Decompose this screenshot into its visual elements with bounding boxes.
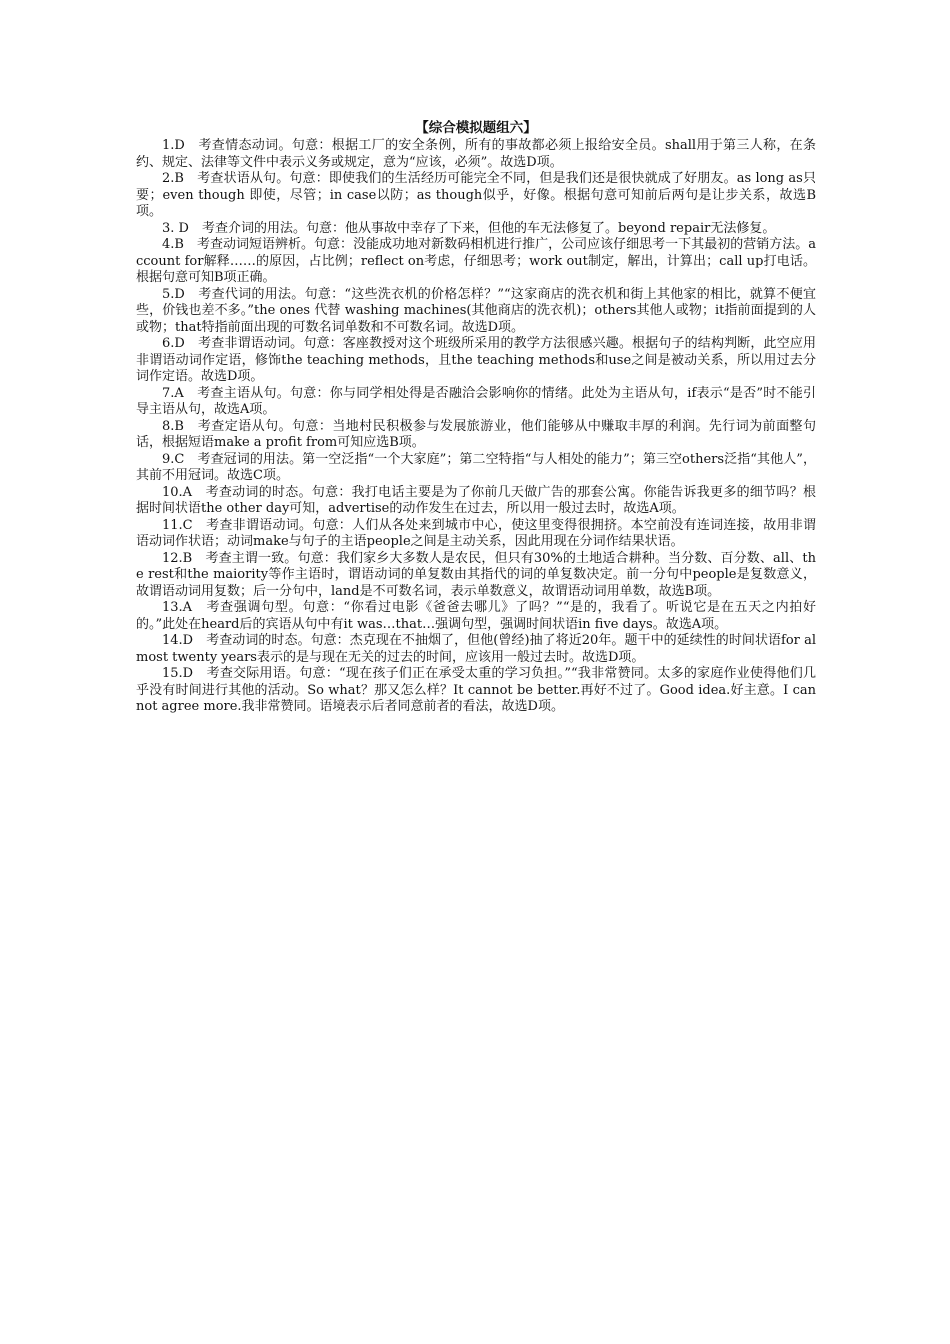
answer-item-4: 4.B 考查动词短语辨析。句意：没能成功地对新数码相机进行推广，公司应该仔细思考一下其最初的营销方法。account for解释……的原因，占比例；reflect on考虑，仔细思考；work out制定，解出，计算出；call up打电话。根据句意可知B项正确。	[136, 237, 816, 285]
answer-sheet	[136, 120, 816, 716]
answer-item-10: 10.A 考查动词的时态。句意：我打电话主要是为了你前几天做广告的那套公寓。你能告诉我更多的细节吗？根据时间状语the other day可知，advertise的动作发生在过去，所以用一般过去时，故选A项。	[136, 484, 816, 516]
answer-item-12: 12.B 考查主谓一致。句意：我们家乡大多数人是农民，但只有30%的土地适合耕种。当分数、百分数、all、the rest和the maiority等作主语时，谓语动词的单复数由其指代的词的单复数决定。前一分句中people是复数意义，故谓语动词用复数；后一分句中，land是不可数名词，表示单数意义，故谓语动词用单数，故选B项。	[136, 550, 816, 599]
page-title: 【综合模拟题组六】	[415, 120, 537, 136]
answer-item-7: 7.A 考查主语从句。句意：你与同学相处得是否融洽会影响你的情绪。此处为主语从句，if表示“是否”时不能引导主语从句，故选A项。	[136, 385, 816, 417]
answer-item-9: 9.C 考查冠词的用法。第一空泛指“一个大家庭”；第二空特指“与人相处的能力”；第三空others泛指“其他人”，其前不用冠词。故选C项。	[136, 451, 816, 483]
answer-item-6: 6.D 考查非谓语动词。句意：客座教授对这个班级所采用的教学方法很感兴趣。根据句子的结构判断，此空应用非谓语动词作定语，修饰the teaching methods，且the teaching methods和use之间是被动关系，所以用过去分词作定语。故选D项。	[136, 336, 816, 384]
answer-item-5: 5.D 考查代词的用法。句意：“这些洗衣机的价格怎样？”“这家商店的洗衣机和街上其他家的相比，就算不便宜些，价钱也差不多。”the ones 代替 washing machines(其他商店的洗衣机)；others其他人或物；it指前面提到的人或物；that特指前面出现的可数名词单数和不可数名词。故选D项。	[136, 286, 816, 335]
answer-item-15: 15.D 考查交际用语。句意：“现在孩子们正在承受太重的学习负担。”“我非常赞同。太多的家庭作业使得他们几乎没有时间进行其他的活动。So what？那又怎么样？It cannot be better.再好不过了。Good idea.好主意。I cannot agree more.我非常赞同。语境表示后者同意前者的看法，故选D项。	[136, 666, 816, 714]
answer-item-3: 3. D 考查介词的用法。句意：他从事故中幸存了下来，但他的车无法修复了。beyond repair无法修复。	[162, 220, 776, 236]
answer-item-2: 2.B 考查状语从句。句意：即使我们的生活经历可能完全不同，但是我们还是很快就成了好朋友。as long as只要；even though 即使，尽管；in case以防；as though似乎，好像。根据句意可知前后两句是让步关系，故选B项。	[136, 171, 816, 219]
answer-item-8: 8.B 考查定语从句。句意：当地村民积极参与发展旅游业，他们能够从中赚取丰厚的利润。先行词为前面整句话，根据短语make a profit from可知应选B项。	[136, 418, 816, 450]
answer-item-1: 1.D 考查情态动词。句意：根据工厂的安全条例，所有的事故都必须上报给安全员。shall用于第三人称，在条约、规定、法律等文件中表示义务或规定，意为“应该，必须”。故选D项。	[136, 138, 816, 170]
answer-item-11: 11.C 考查非谓语动词。句意：人们从各处来到城市中心，使这里变得很拥挤。本空前没有连词连接，故用非谓语动词作状语；动词make与句子的主语people之间是主动关系，因此用现在分词作结果状语。	[136, 517, 816, 549]
answer-item-13: 13.A 考查强调句型。句意：“你看过电影《爸爸去哪儿》了吗？”“是的，我看了。听说它是在五天之内拍好的。”此处在heard后的宾语从句中有it was…that…强调句型，强调时间状语in five days。故选A项。	[136, 600, 816, 632]
answer-item-14: 14.D 考查动词的时态。句意：杰克现在不抽烟了，但他(曾经)抽了将近20年。题干中的延续性的时间状语for almost twenty years表示的是与现在无关的过去的时间，应该用一般过去时。故选D项。	[136, 633, 816, 665]
